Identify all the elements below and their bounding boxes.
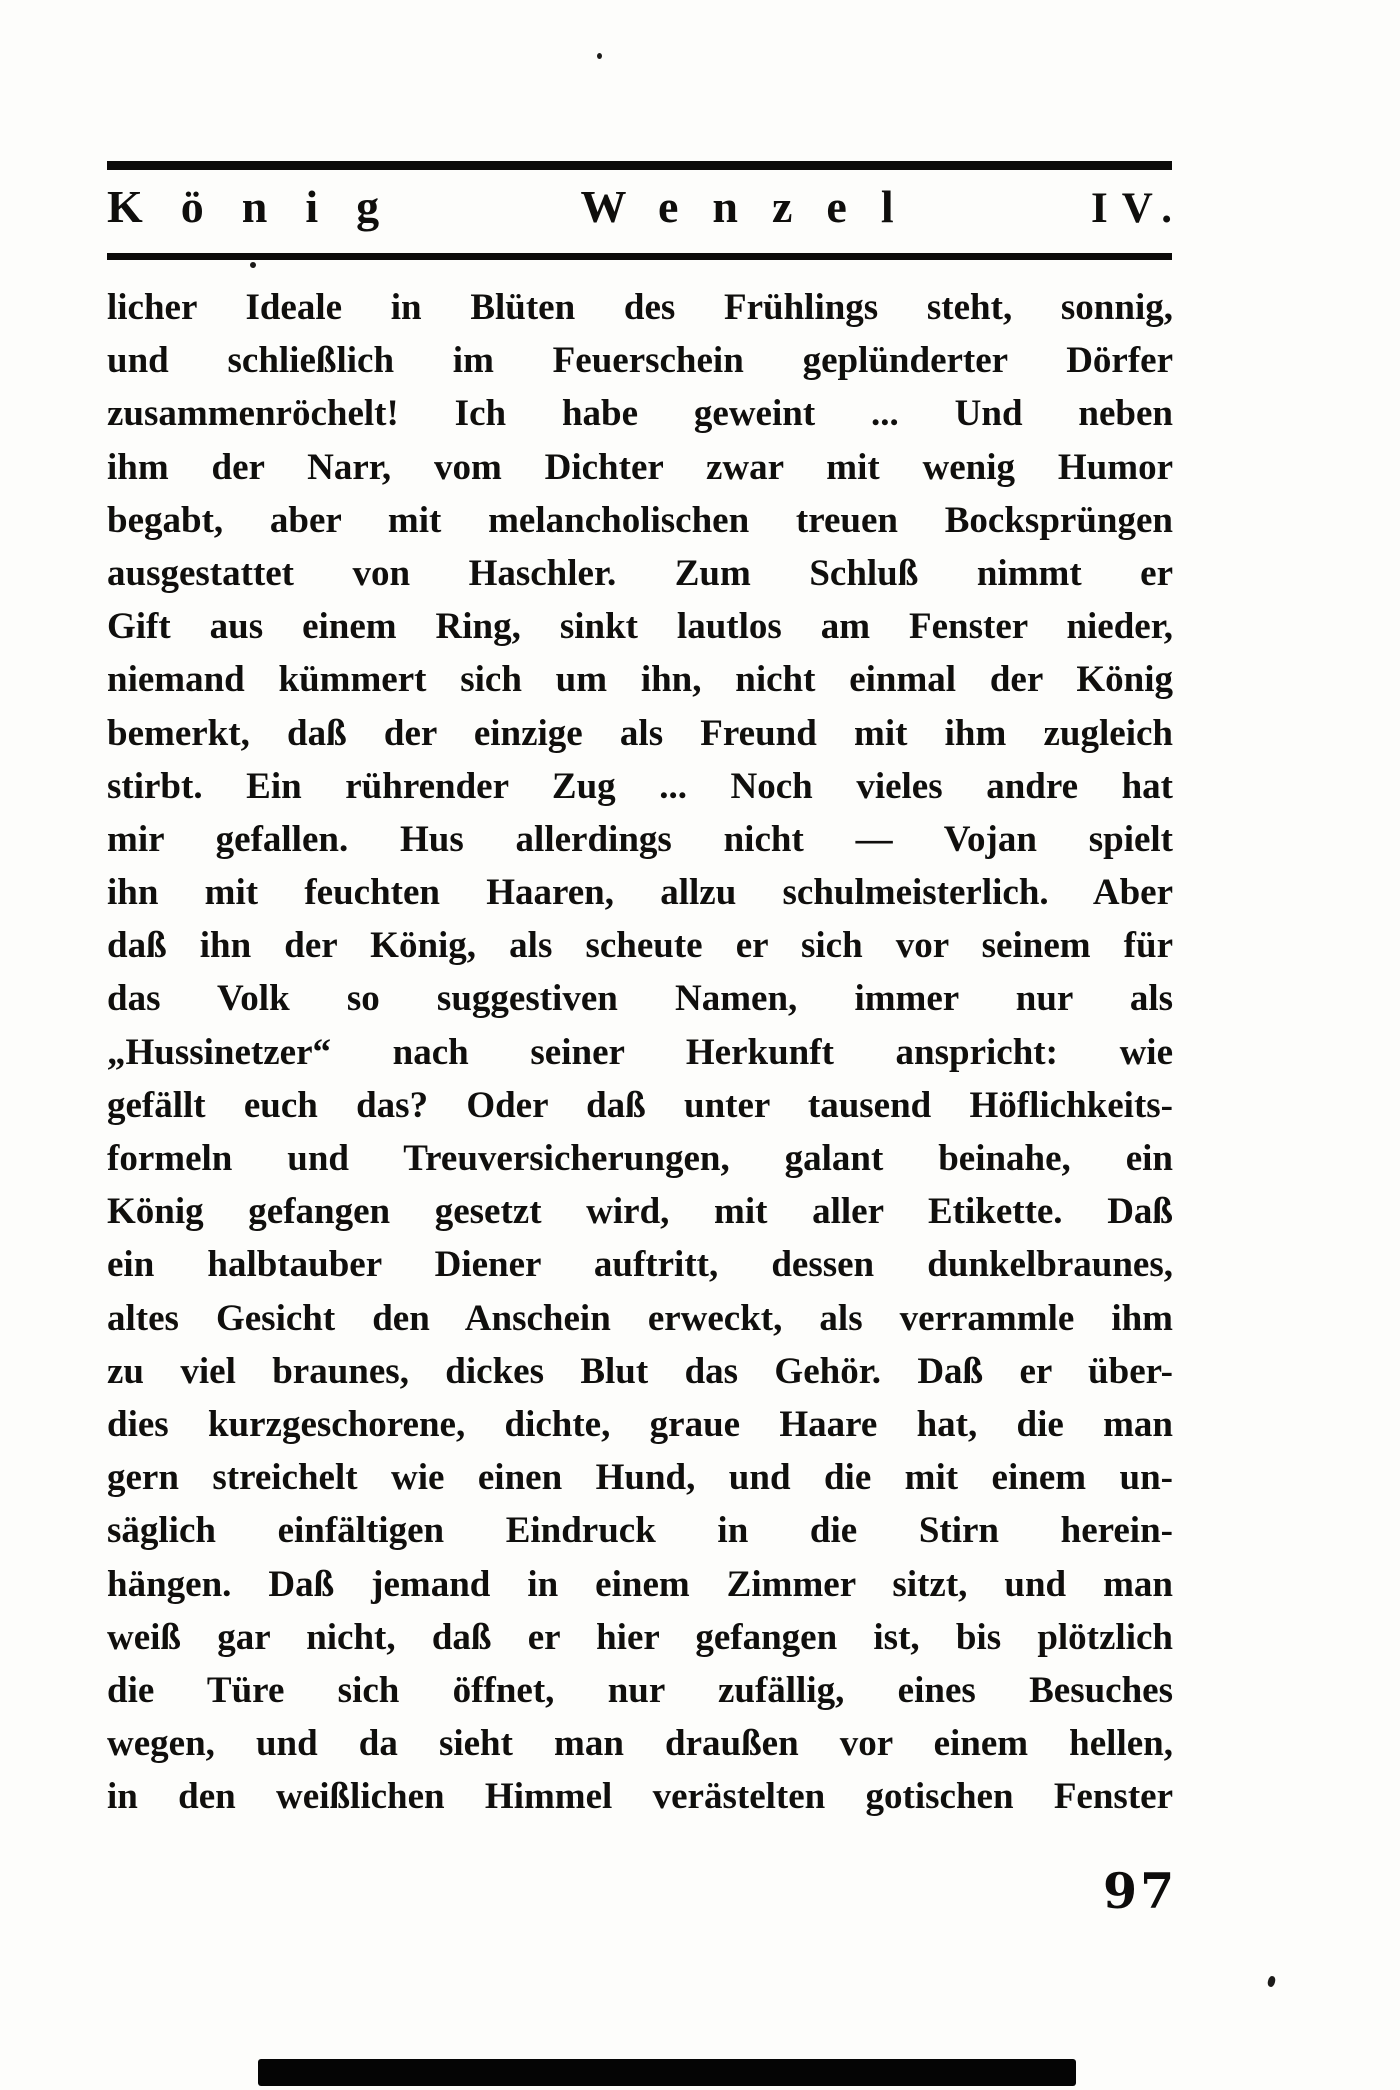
scan-artifact-bar — [258, 2059, 1076, 2086]
text-line: bemerkt, daß der einzige als Freund mit ihm zugleich — [107, 712, 1173, 754]
header-title-numeral: IV. — [1090, 185, 1186, 232]
text-line: ihn mit feuchten Haaren, allzu schulmeisterlich. Aber — [107, 872, 1173, 914]
text-line: licher Ideale in Blüten des Frühlings steht, sonnig, — [107, 287, 1173, 328]
text-line: altes Gesicht den Anschein erweckt, als verrammle ihm — [107, 1297, 1173, 1339]
text-line: formeln und Treuversicherungen, galant beinahe, ein — [107, 1138, 1173, 1179]
text-line: das Volk so suggestiven Namen, immer nur als — [107, 978, 1173, 1020]
text-line: säglich einfältigen Eindruck in die Stirn herein- — [107, 1510, 1173, 1552]
header-title-word-2: Wenzel — [580, 181, 928, 232]
text-line: König gefangen gesetzt wird, mit aller Etikette. Daß — [107, 1191, 1173, 1233]
text-line: begabt, aber mit melancholischen treuen Bocksprüngen — [107, 499, 1173, 541]
header-title-word-1: König — [107, 181, 418, 232]
text-line: ihm der Narr, vom Dichter zwar mit wenig Humor — [107, 446, 1173, 488]
text-line: wegen, und da sieht man draußen vor einem hellen, — [107, 1723, 1173, 1765]
header-rule-top — [107, 161, 1172, 170]
text-line: die Türe sich öffnet, nur zufällig, eines Besuches — [107, 1669, 1173, 1711]
text-line: in den weißlichen Himmel verästelten gotischen Fenster — [107, 1776, 1173, 1818]
text-line: ein halbtauber Diener auftritt, dessen dunkelbraunes, — [107, 1244, 1173, 1286]
header-rule-bottom — [107, 253, 1172, 260]
text-line: mir gefallen. Hus allerdings nicht — Vojan spielt — [107, 818, 1173, 860]
text-line: Gift aus einem Ring, sinkt lautlos am Fenster nieder, — [107, 606, 1173, 648]
text-line: daß ihn der König, als scheute er sich vor seinem für — [107, 925, 1173, 967]
text-line: ausgestattet von Haschler. Zum Schluß nimmt er — [107, 552, 1173, 594]
text-line: stirbt. Ein rührender Zug ... Noch vieles andre hat — [107, 765, 1173, 807]
body-text-block — [107, 281, 1173, 1823]
text-line: gefällt euch das? Oder daß unter tausend Höflichkeits- — [107, 1084, 1173, 1126]
text-line: zu viel braunes, dickes Blut das Gehör. Daß er über- — [107, 1350, 1173, 1392]
ink-speck — [250, 262, 256, 268]
ink-speck — [1267, 1975, 1276, 1987]
text-line: „Hussinetzer“ nach seiner Herkunft anspricht: wie — [107, 1031, 1173, 1073]
text-line: dies kurzgeschorene, dichte, graue Haare hat, die man — [107, 1403, 1173, 1445]
ink-speck — [597, 53, 602, 59]
text-line: gern streichelt wie einen Hund, und die mit einem un- — [107, 1457, 1173, 1499]
text-line: weiß gar nicht, daß er hier gefangen ist, bis plötzlich — [107, 1616, 1173, 1658]
page-number: 97 — [1103, 1862, 1178, 1920]
text-line: hängen. Daß jemand in einem Zimmer sitzt, und man — [107, 1563, 1173, 1605]
text-line: niemand kümmert sich um ihn, nicht einmal der König — [107, 659, 1173, 701]
text-line: zusammenröchelt! Ich habe geweint ... Und neben — [107, 393, 1173, 435]
running-header — [107, 181, 1186, 232]
text-line: und schließlich im Feuerschein geplünderter Dörfer — [107, 340, 1173, 382]
